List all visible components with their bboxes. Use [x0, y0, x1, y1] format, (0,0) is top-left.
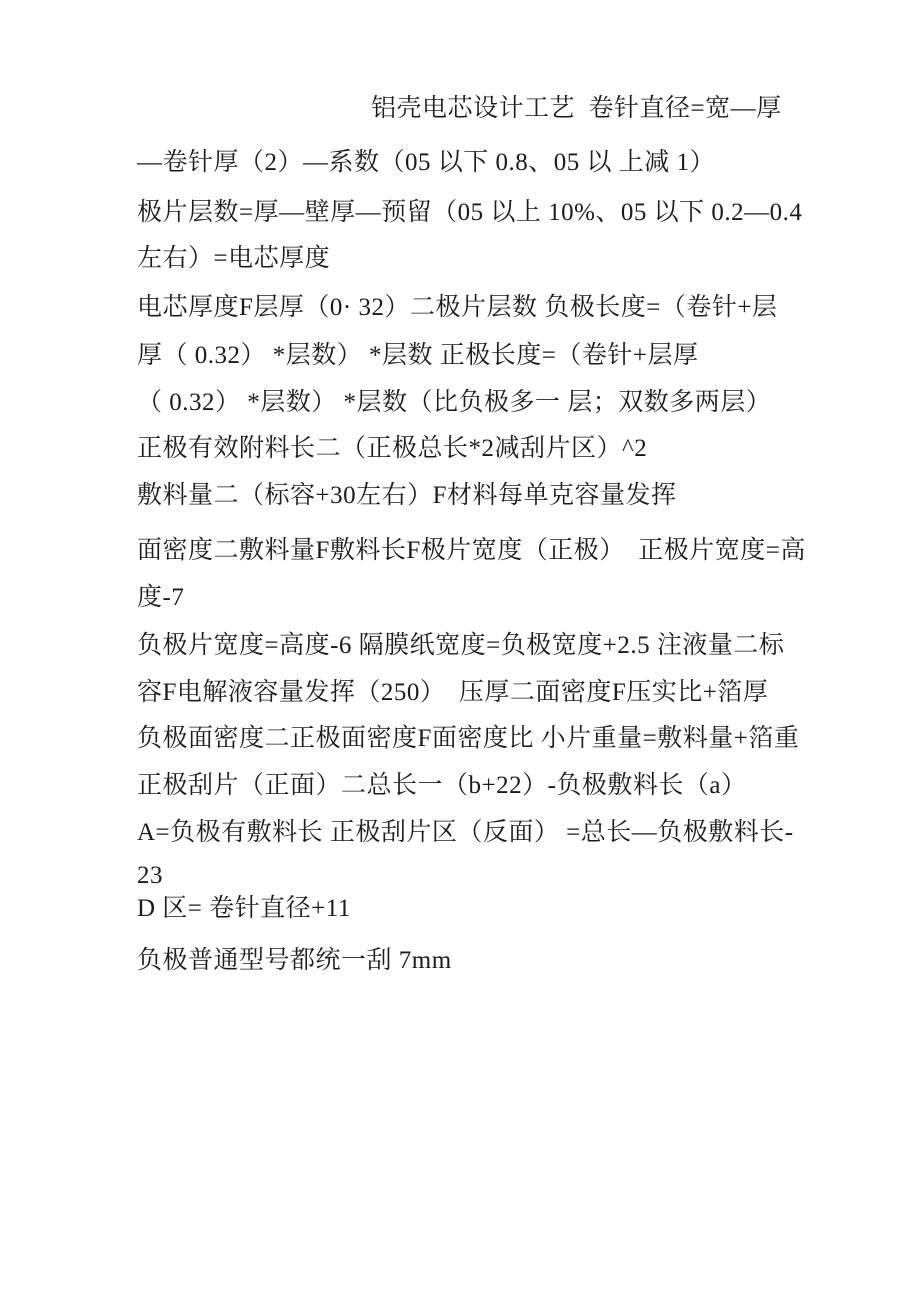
doc-line: 电芯厚度F层厚（0· 32）二极片层数 负极长度=（卷针+层: [137, 294, 778, 321]
doc-line: 度-7: [137, 584, 185, 611]
doc-line: 面密度二敷料量F敷料长F极片宽度（正极） 正极片宽度=高: [137, 537, 806, 564]
doc-line: 敷料量二（标容+30左右）F材料每单克容量发挥: [137, 482, 677, 509]
doc-line: 左右）=电芯厚度: [137, 245, 331, 272]
doc-line: D 区= 卷针直径+11: [137, 895, 351, 922]
doc-line: 极片层数=厚—壁厚—预留（05 以上 10%、05 以下 0.2—0.4: [137, 199, 803, 226]
doc-line: 23: [137, 862, 163, 889]
doc-line: 负极面密度二正极面密度F面密度比 小片重量=敷料量+箔重: [137, 725, 800, 752]
doc-line: （ 0.32） *层数） *层数（比负极多一 层；双数多两层）: [137, 389, 772, 416]
doc-line: 正极有效附料长二（正极总长*2减刮片区）^2: [137, 435, 648, 462]
doc-line: —卷针厚（2）—系数（05 以下 0.8、05 以 上减 1）: [137, 149, 716, 176]
doc-line: 负极片宽度=高度-6 隔膜纸宽度=负极宽度+2.5 注液量二标: [137, 632, 785, 659]
doc-line: A=负极有敷料长 正极刮片区（反面） =总长—负极敷料长-: [137, 819, 794, 846]
doc-line: 容F电解液容量发挥（250） 压厚二面密度F压实比+箔厚: [137, 679, 769, 706]
doc-line: 厚（ 0.32） *层数） *层数 正极长度=（卷针+层厚: [137, 342, 699, 369]
doc-title-line: 铝壳电芯设计工艺 卷针直径=宽—厚: [371, 95, 782, 122]
doc-line: 负极普通型号都统一刮 7mm: [137, 947, 452, 974]
doc-line: 正极刮片（正面）二总长一（b+22）-负极敷料长（a）: [137, 772, 747, 799]
